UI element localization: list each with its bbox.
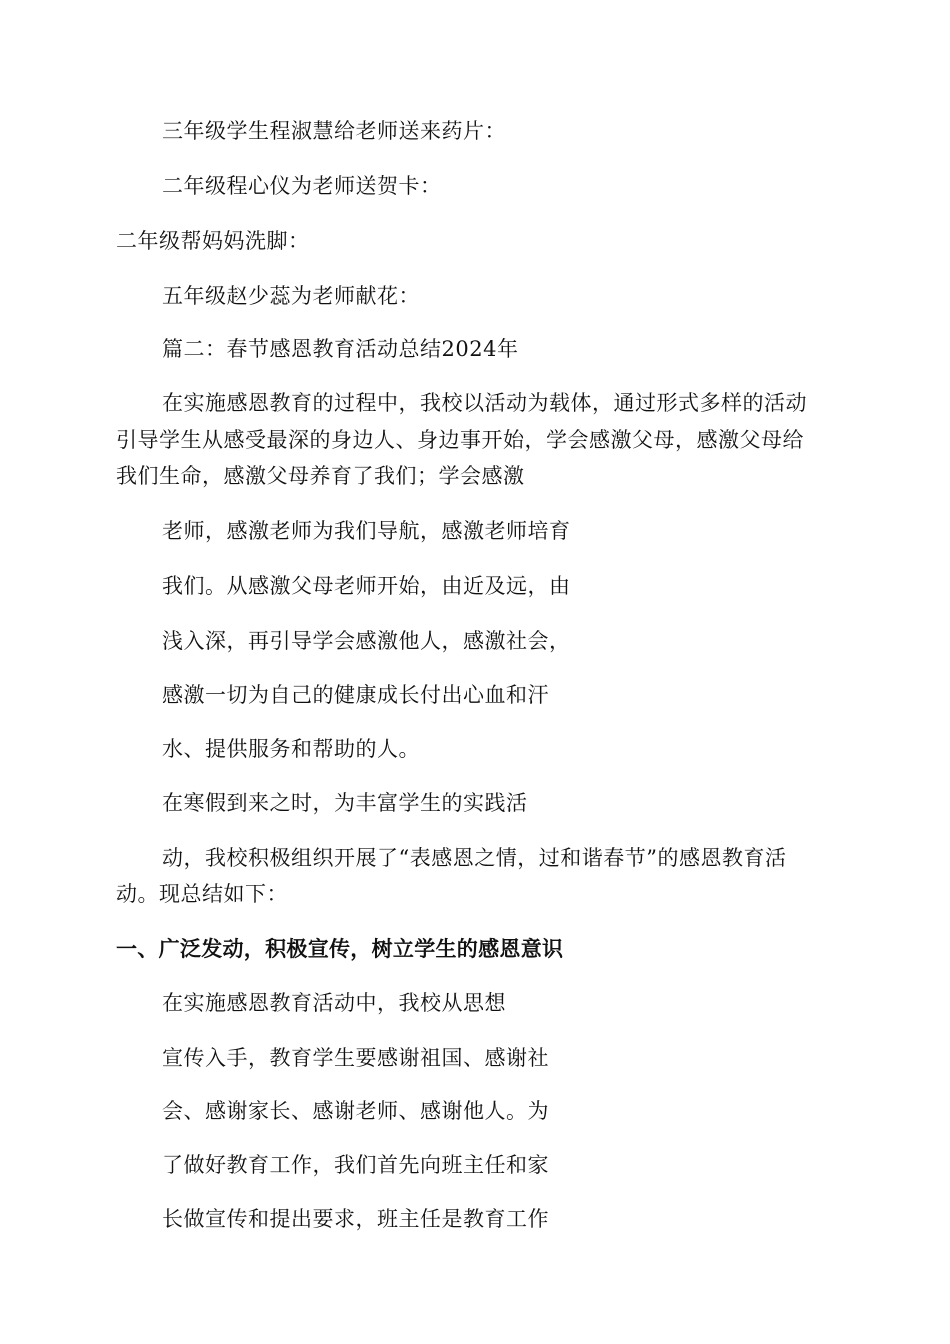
paragraph-line: 二年级程心仪为老师送贺卡： xyxy=(162,174,442,198)
section-heading: 一、广泛发动，积极宣传，树立学生的感恩意识 xyxy=(116,937,564,961)
paragraph-line: 在实施感恩教育的过程中，我校以活动为载体，通过形式多样的活动 xyxy=(162,391,807,415)
paragraph-line: 会、感谢家长、感谢老师、感谢他人。为 xyxy=(162,1099,549,1123)
paragraph-line: 引导学生从感受最深的身边人、身边事开始，学会感激父母，感激父母给 xyxy=(116,428,804,452)
paragraph-line: 浅入深，再引导学会感激他人，感激社会， xyxy=(162,629,571,653)
paragraph-line: 了做好教育工作，我们首先向班主任和家 xyxy=(162,1153,549,1177)
paragraph-line: 五年级赵少蕊为老师献花： xyxy=(162,284,420,308)
paragraph-line: 我们。从感激父母老师开始，由近及远，由 xyxy=(162,574,571,598)
paragraph-line: 在实施感恩教育活动中，我校从思想 xyxy=(162,991,506,1015)
paragraph-line: 感激一切为自己的健康成长付出心血和汗 xyxy=(162,683,549,707)
paragraph-line: 二年级帮妈妈洗脚： xyxy=(116,229,310,253)
paragraph-line: 动。现总结如下： xyxy=(116,882,288,906)
section-title: 篇二：春节感恩教育活动总结2024年 xyxy=(162,337,519,361)
paragraph-line: 老师，感激老师为我们导航，感激老师培育 xyxy=(162,519,571,543)
paragraph-line: 长做宣传和提出要求，班主任是教育工作 xyxy=(162,1207,549,1231)
paragraph-line: 我们生命，感激父母养育了我们；学会感激 xyxy=(116,464,525,488)
paragraph-line: 在寒假到来之时，为丰富学生的实践活 xyxy=(162,791,528,815)
paragraph-line: 三年级学生程淑慧给老师送来药片： xyxy=(162,119,506,143)
paragraph-line: 水、提供服务和帮助的人。 xyxy=(162,737,420,761)
paragraph-line: 动，我校积极组织开展了“表感恩之情，过和谐春节”的感恩教育活 xyxy=(162,846,787,870)
paragraph-line: 宣传入手，教育学生要感谢祖国、感谢社 xyxy=(162,1046,549,1070)
